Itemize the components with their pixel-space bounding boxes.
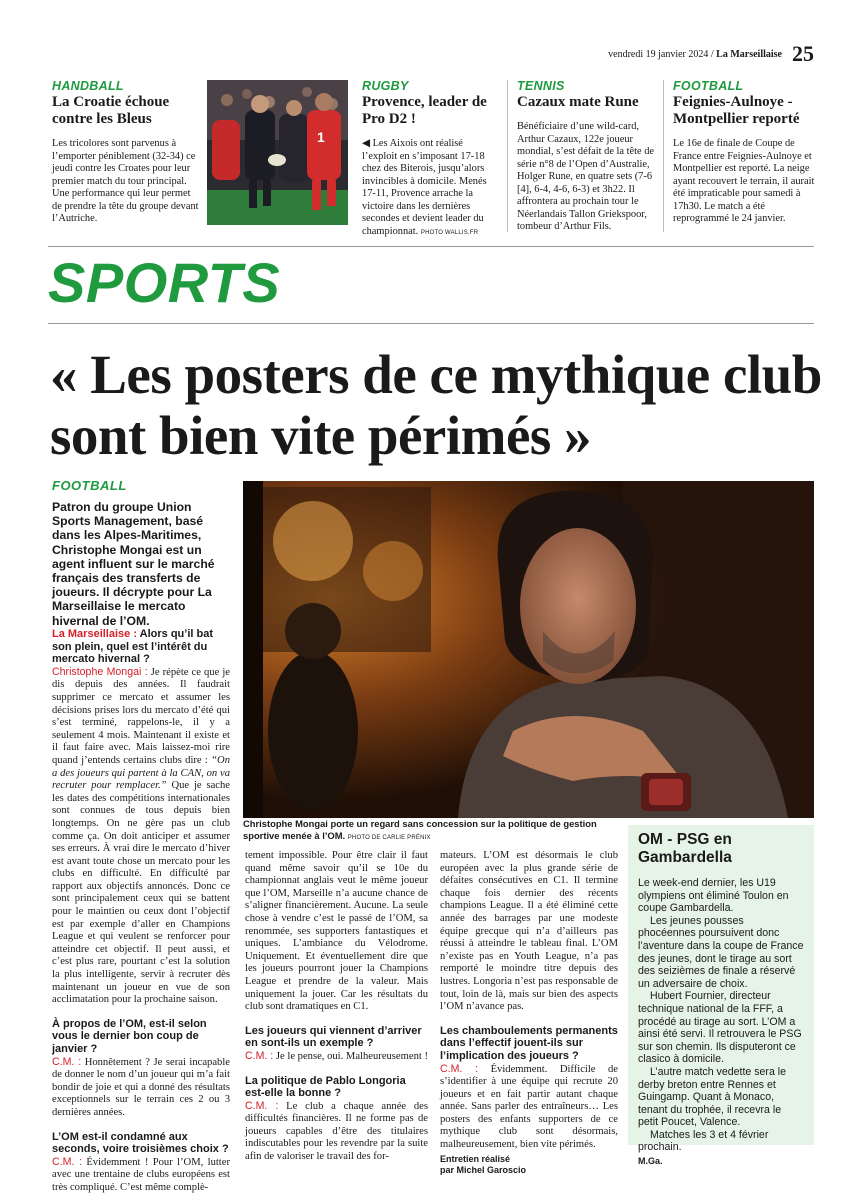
top-rule [48, 246, 814, 247]
headline: « Les posters de ce mythique club sont bien vite périmés » [50, 344, 822, 466]
brief-text: ◀ Les Aixois ont réalisé l’exploit en s’imposant 17-18 chez des Biterois, jusqu’alors invincibles à domicile. Menés 17-11, Provence arrache la victoire dans les dernières secondes et devient leader du championnat. [362, 138, 487, 237]
answer: C.M. : Le club a chaque année des difficultés financières. Il ne forme pas de joueurs capables d’être des titulaires indiscutables pour les revendre par la suite afin de valoriser le travail des for- [245, 1099, 428, 1163]
brief-title: Provence, leader de Pro D2 ! [362, 94, 487, 127]
page-date: vendredi 19 janvier 2024 / La Marseillaise [608, 49, 782, 60]
brief-text: Bénéficiaire d’une wild-card, Arthur Cazaux, 122e joueur mondial, s’est défait de la tête de série n°8 de l’Open d’Australie, Holger Rune, en quatre sets (7-6 [4], 6-4, 4-6, 6-3) et 3h22. Il affrontera au prochain tour le Néerlandais Tallon Griekspoor, tombeur d’Arthur Fils. [517, 121, 655, 232]
sidebar-signature: M.Ga. [638, 1156, 663, 1167]
answer: tement impossible. Pour être clair il faut quand même savoir qu’il se 10e du championnat anglais veut le même joueur que l’OM, Marseille n’a aucune chance de s’aligner financièrement. Aucune. La seule chose à vendre c’est le passé de l’OM, sa renommée, ses supporters fantastiques et uniques. L’ambiance du Vélodrome. Uniquement. Et éventuellement dire que les joueurs pourront jouer la Champions League et prendre de la valeur. Mais uniquement la jouer. Car les résultats du club sont dramatiques en C1. [245, 850, 428, 1013]
svg-text:1: 1 [317, 129, 325, 145]
brief-text: Le 16e de finale de Coupe de France entre Feignies-Aulnoye et Montpellier est reporté. La neige ayant recouvert le terrain, il aurait été impraticable pour samedi à 17h30. Le match a été reprogrammé le 24 janvier. [673, 138, 815, 224]
section-title: SPORTS [48, 251, 281, 314]
question: Les chamboulements permanents dans l’effectif jouent-ils sur l’implication des joueurs ? [440, 1024, 618, 1062]
photo-credit: PHOTO WALLIS.FR [420, 229, 479, 236]
answer: C.M. : Je le pense, oui. Malheureusement ! [245, 1049, 428, 1062]
brief-tennis [517, 79, 657, 234]
sidebar-box [628, 825, 814, 1167]
brief-football [673, 79, 818, 226]
photo-credit: PHOTO DE CARLIE PRÉNIX [347, 834, 431, 841]
question: La Marseillaise : Alors qu’il bat son plein, quel est l’intérêt du mercato hivernal ? [52, 628, 213, 666]
paper-name: La Marseillaise [716, 49, 782, 60]
answer: C.M. : Évidemment. Difficile de s’identifier à une équipe qui recrute 20 joueurs et en fait partir autant chaque année. Sans parler des entraîneurs… Les posters des enfants supporters de ce mythique club sont désormais, malheureusement, bien vite périmés. [440, 1062, 618, 1151]
answer: Christophe Mongai : Je répète ce que je dis depuis des années. Il faudrait supprimer ce mercato et assumer les décisions prises lors du mercato d’été qui s’est terminé, rappelons-le, il y a seulement 4 mois. Maintenant il existe et il faut faire avec. Mais laissez-moi rire quand j’entends certains clubs dire : “On a des joueurs qui partent à la CAN, on va recruter pour remplacer.” Que je sache les dates des compétitions internationales sont connues de tous depuis bien longtemps. On ne gère pas un club comme ça. On doit anticiper et assumer ses erreurs. À vrai dire le mercato d’hiver est avant toute chose un mercato pour les clubs en difficulté. En difficulté par rapport aux objectifs annoncés. Donc ce sont principalement ceux qui se battent pour le maintien ou ceux dont l’objectif est par exemple d’aller en Champions League et qui veulent se renforcer pour atteindre cet objectif. Il peut aussi, et c’est plus rare, pourtant c’est la solution la plus intelligente, servir à recruter dès maintenant un joueur en vue de son acclimatation pour la prochaine saison. [52, 665, 230, 1006]
photo-caption: Christophe Mongai porte un regard sans concession sur la politique de gestion sportive menée à l’OM. PHOTO DE CARLIE PRÉNIX [243, 818, 597, 841]
section-rule [48, 323, 814, 324]
answer: C.M. : Évidemment ! Pour l’OM, lutter avec une trentaine de clubs européens est très compliqué. C’est même complè- [52, 1155, 230, 1193]
portrait-photo [243, 481, 814, 818]
byline: Entretien réalisé par Michel Garoscio [440, 1153, 527, 1175]
article-column-3 [440, 850, 618, 1176]
brief-tag: RUGBY [362, 79, 409, 93]
article-column-2 [245, 850, 428, 1164]
question: La politique de Pablo Longoria est-elle la bonne ? [245, 1074, 406, 1100]
rugby-photo-image [207, 80, 348, 225]
column-divider [507, 80, 508, 232]
brief-tag: HANDBALL [52, 79, 124, 93]
brief-title: La Croatie échoue contre les Bleus [52, 94, 170, 127]
brief-tag: TENNIS [517, 79, 565, 93]
article-column-1 [52, 628, 230, 1195]
brief-text: Les tricolores sont parvenus à l’emporter péniblement (32-34) ce jeudi contre les Croates pour leur premier match du tour principal. Une performance qui leur permet de prendre la tête du groupe devant l’Autriche. [52, 138, 199, 224]
article-kicker: FOOTBALL [52, 478, 127, 493]
brief-title: Cazaux mate Rune [517, 94, 639, 110]
brief-rugby [362, 79, 500, 239]
answer: C.M. : Honnêtement ? Je serai incapable de donner le nom d’un joueur qui m’a fait bondir de joie et qui a donné des résultats exceptionnels sur le terrain ces 2 ou 3 dernières années. [52, 1055, 231, 1118]
rugby-photo [207, 80, 348, 225]
brief-tag: FOOTBALL [673, 79, 744, 93]
sidebar-title: OM - PSG en Gambardella [638, 831, 732, 866]
answer: mateurs. L’OM est désormais le club européen avec la plus grande série de défaites consécutives en C1. Il termine chaque fois dernier des récents champions League. Il a été éliminé cette année des barrages par une modeste équipe grecque qui n’a d’ailleurs pas réussi à atteindre le tableau final. L’OM n’existe pas en Youth League, n’a pas remporté le moindre titre depuis des lustres. Longoria n’est pas responsable de tout, loin de là, mais sur bien des aspects l’OM n’avance pas. [440, 850, 618, 1013]
question: À propos de l’OM, est-il selon vous le dernier bon coup de janvier ? [52, 1017, 207, 1055]
brief-handball [52, 79, 200, 226]
brief-title: Feignies-Aulnoye - Montpellier reporté [673, 94, 800, 127]
sidebar-text: Le week-end dernier, les U19 olympiens ont éliminé Toulon en coupe Gambardella. Les jeunes pousses phocéennes poursuivent donc l’aventure dans la coupe de France des jeunes, dont le tirage au sort des seizièmes de finale a réservé un adversaire de choix. Hubert Fournier, directeur technique national de la FFF, a procédé au tirage au sort. L’OM a ainsi été servi. Il retrouvera le PSG sur son chemin. Ils disputeront ce clasico à domicile. L’autre match vedette sera le derby breton entre Rennes et Guingamp. Quant à Monaco, tenant du trophée, il recevra le petit Poucet, Valence. Matches les 3 et 4 février prochain. [638, 877, 804, 1154]
article-intro: Patron du groupe Union Sports Management, basé dans les Alpes-Maritimes, Christophe Mongai est un agent influent sur le marché français des transferts de joueurs. Il décrypte pour La Marseillaise le mercato hivernal de l’OM. [52, 500, 215, 628]
column-divider [663, 80, 664, 232]
question: Les joueurs qui viennent d’arriver en sont-ils un exemple ? [245, 1024, 422, 1050]
page-number: 25 [792, 41, 814, 66]
portrait-image [243, 481, 814, 818]
question: L’OM est-il condamné aux seconds, voire troisièmes choix ? [52, 1130, 229, 1156]
